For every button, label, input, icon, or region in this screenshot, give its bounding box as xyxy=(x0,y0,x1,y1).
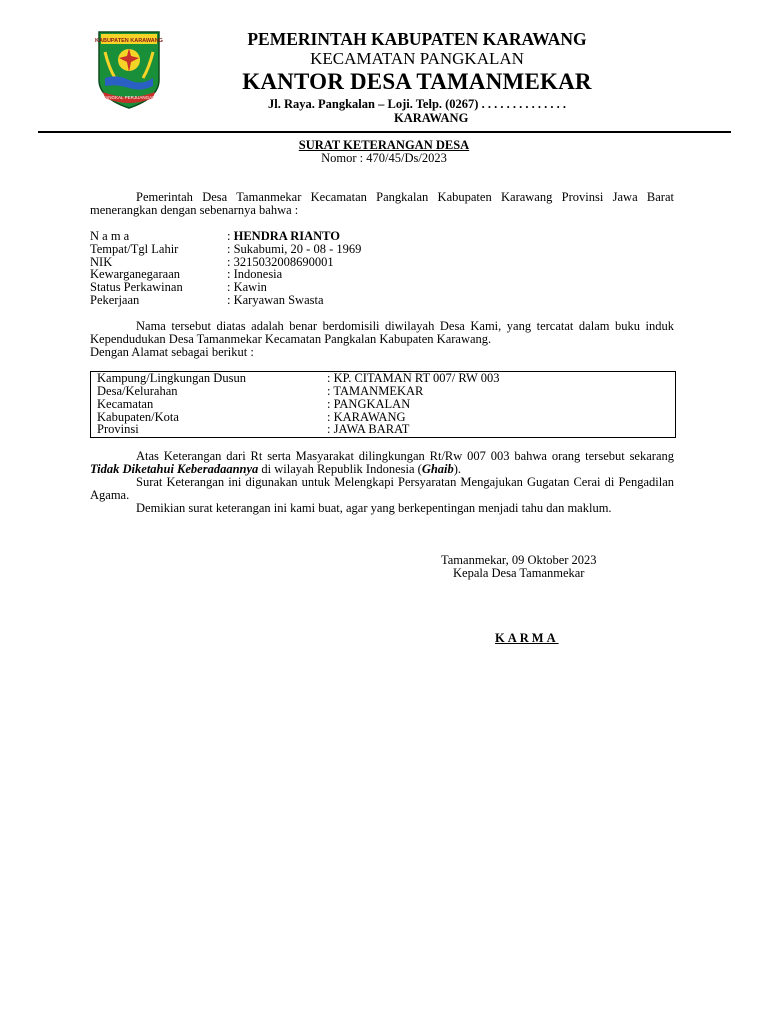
person-value: : Sukabumi, 20 - 08 - 1969 xyxy=(227,242,362,256)
person-label: NIK xyxy=(90,255,113,269)
person-label: Pekerjaan xyxy=(90,293,140,307)
statement-paragraphs xyxy=(90,450,674,515)
signature-name: KARMA xyxy=(495,631,559,645)
person-value: : Indonesia xyxy=(227,267,283,281)
svg-text:PANGKAL PERJUANGAN: PANGKAL PERJUANGAN xyxy=(102,95,156,100)
person-value: : Karyawan Swasta xyxy=(227,293,324,307)
statement-paragraph: Atas Keterangan dari Rt serta Masyarakat dilingkungan Rt/Rw 007 003 bahwa orang tersebut sekarang Tidak Diketahui Keberadaannya di wilayah Republik Indonesia (Ghaib). xyxy=(90,449,674,476)
letter-title: SURAT KETERANGAN DESA xyxy=(298,138,470,152)
letterhead-government: PEMERINTAH KABUPATEN KARAWANG xyxy=(247,29,587,49)
svg-text:KABUPATEN KARAWANG: KABUPATEN KARAWANG xyxy=(95,38,163,44)
letterhead-district: KECAMATAN PANGKALAN xyxy=(310,49,524,68)
address-row: Kabupaten/Kota : KARAWANG xyxy=(97,410,406,424)
closing-paragraph: Demikian surat keterangan ini kami buat, agar yang berkepentingan menjadi tahu dan maklum. xyxy=(136,501,612,515)
person-value: : 3215032008690001 xyxy=(227,255,334,269)
person-label: Kewarganegaraan xyxy=(90,267,180,281)
signature-date: Tamanmekar, 09 Oktober 2023 xyxy=(441,553,597,567)
address-row: Kecamatan : PANGKALAN xyxy=(97,397,411,411)
domicile-paragraph: Nama tersebut diatas adalah benar berdomisili diwilayah Desa Kami, yang tercatat dalam buku induk Kependudukan Desa Tamanmekar Kecamatan Pangkalan Kabupaten Karawang. Dengan Alamat sebagai berikut : xyxy=(90,319,674,359)
person-value: : Kawin xyxy=(227,280,267,294)
person-label: Status Perkawinan xyxy=(90,280,183,294)
purpose-paragraph: Surat Keterangan ini digunakan untuk Melengkapi Persyaratan Mengajukan Gugatan Cerai di Pengadilan Agama. xyxy=(90,475,674,502)
address-row: Provinsi : JAWA BARAT xyxy=(97,422,410,436)
signature-title: Kepala Desa Tamanmekar xyxy=(453,566,585,580)
letterhead-divider xyxy=(38,131,731,133)
letterhead-address: Jl. Raya. Pangkalan – Loji. Telp. (0267) . . . . . . . . . . . . . . xyxy=(268,97,566,111)
address-row: Kampung/Lingkungan Dusun : KP. CITAMAN RT 007/ RW 003 xyxy=(97,371,500,385)
person-label: Tempat/Tgl Lahir xyxy=(90,242,179,256)
address-table xyxy=(90,371,676,438)
letterhead-city: KARAWANG xyxy=(394,111,469,125)
person-value: : HENDRA RIANTO xyxy=(227,229,340,243)
intro-paragraph: Pemerintah Desa Tamanmekar Kecamatan Pangkalan Kabupaten Karawang Provinsi Jawa Barat menerangkan dengan sebenarnya bahwa : xyxy=(90,190,674,217)
address-row: Desa/Kelurahan : TAMANMEKAR xyxy=(97,384,424,398)
letter-number: Nomor : 470/45/Ds/2023 xyxy=(321,151,447,165)
letterhead-office: KANTOR DESA TAMANMEKAR xyxy=(242,69,592,94)
person-label: N a m a xyxy=(90,229,130,243)
